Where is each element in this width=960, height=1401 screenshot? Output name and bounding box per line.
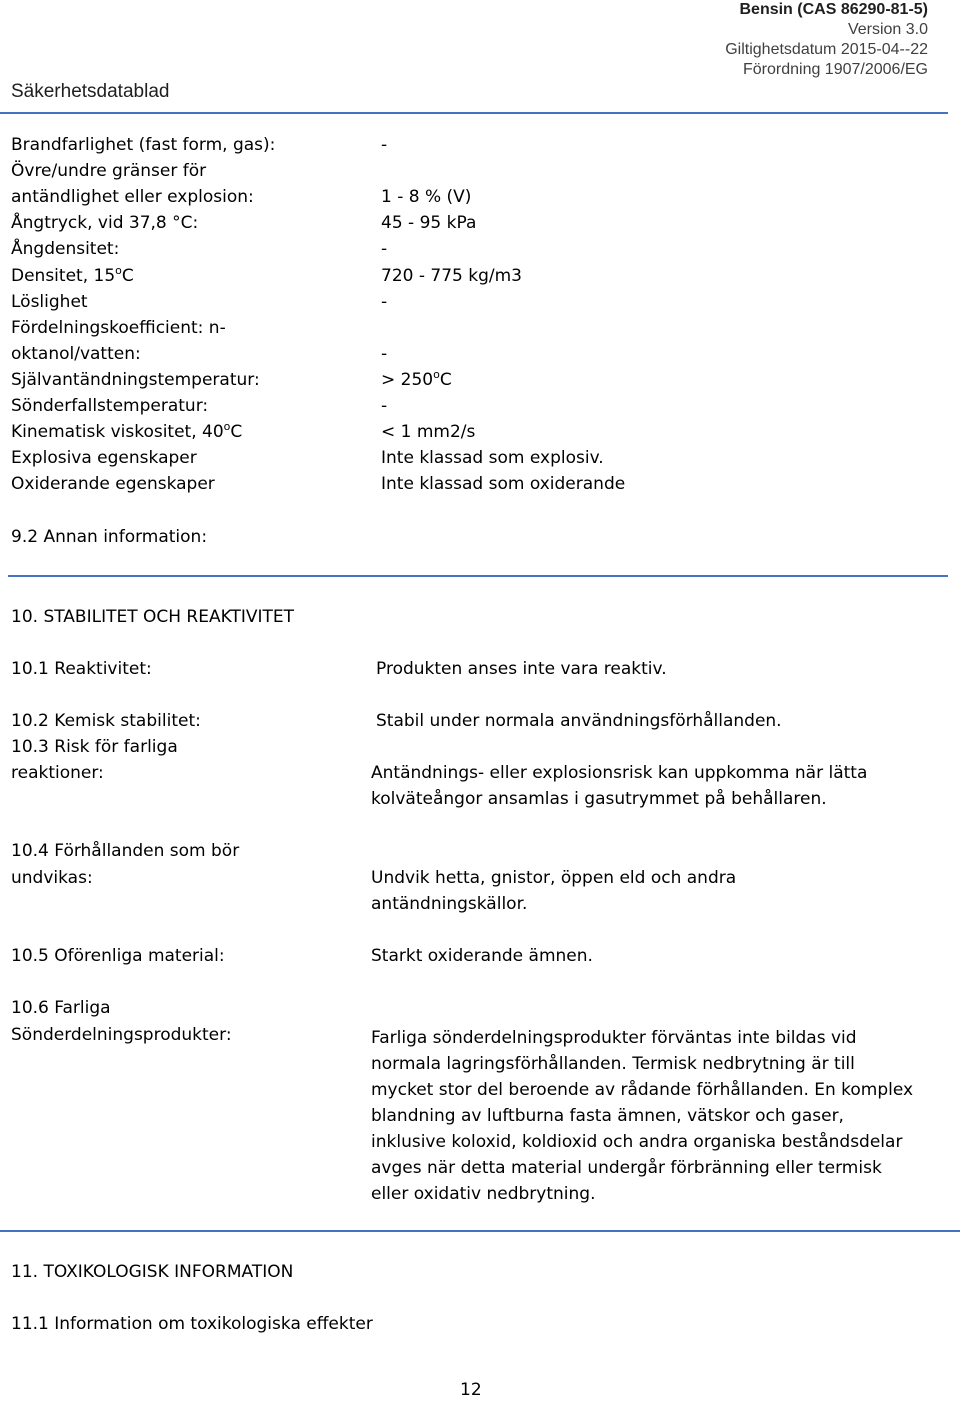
property-value: 720 - 775 kg/m3 [381,266,522,286]
item-10-5-label: 10.5 Oförenliga material: [11,946,225,966]
property-value: Inte klassad som explosiv. [381,448,604,468]
property-label: antändlighet eller explosion: [11,187,254,207]
section-11-1-heading: 11.1 Information om toxikologiska effekter [11,1314,373,1334]
item-10-6-value-line: eller oxidativ nedbrytning. [371,1184,596,1204]
item-10-6-value-line: inklusive koloxid, koldioxid och andra organiska beståndsdelar [371,1132,903,1152]
property-value: Inte klassad som oxiderande [381,474,626,494]
property-value: - [381,239,388,259]
property-value: - [381,344,388,364]
item-10-6-value [371,1025,913,1207]
property-label: Fördelningskoefficient: n- [11,318,226,338]
item-10-6-value-line: blandning av luftburna fasta ämnen, vätskor och gaser, [371,1106,844,1126]
header-divider [0,112,948,114]
item-10-5-value: Starkt oxiderande ämnen. [371,946,593,966]
item-10-1-value: Produkten anses inte vara reaktiv. [376,659,667,679]
item-10-3-label-line2: reaktioner: [11,763,104,783]
property-label: Sönderfallstemperatur: [11,396,209,416]
item-10-6-value-line: Farliga sönderdelningsprodukter förväntas inte bildas vid [371,1028,857,1048]
item-10-1-label: 10.1 Reaktivitet: [11,659,152,679]
version-text: Version 3.0 [847,21,928,38]
valid-date: Giltighetsdatum 2015-04--22 [725,41,928,58]
product-name: Bensin (CAS 86290-81-5) [739,1,928,18]
document-title: Säkerhetsdatablad [11,81,170,102]
page-number: 12 [460,1380,482,1400]
property-label: Brandfarlighet (fast form, gas): [11,135,276,155]
section-10-heading: 10. STABILITET OCH REAKTIVITET [11,607,294,627]
item-10-4-label-line2: undvikas: [11,868,93,888]
section-divider-11 [0,1230,960,1232]
property-value: - [381,292,388,312]
property-value: - [381,135,388,155]
item-10-3-value-line2: kolväteångor ansamlas i gasutrymmet på behållaren. [371,789,827,809]
item-10-6-value-line: normala lagringsförhållanden. Termisk nedbrytning är till [371,1054,855,1074]
item-10-6-label-line2: Sönderdelningsprodukter: [11,1025,232,1045]
property-label: Löslighet [11,292,88,312]
property-value: > $250^oC$ [381,368,452,390]
property-label: Självantändningstemperatur: [11,370,260,390]
property-label: Övre/undre gränser för [11,161,207,181]
item-10-6-value-line: mycket stor del beroende av rådande förhållanden. En komplex [371,1080,914,1100]
item-10-4-value-line1: Undvik hetta, gnistor, öppen eld och andra [371,868,737,888]
property-label: oktanol/vatten: [11,344,141,364]
section-divider-10 [8,575,948,577]
item-10-3-value-line1: Antändnings- eller explosionsrisk kan uppkomma när lätta [371,763,868,783]
item-10-2-value: Stabil under normala användningsförhållanden. [376,711,782,731]
item-10-2-label: 10.2 Kemisk stabilitet: [11,711,201,731]
property-value: < 1 mm2/s [381,422,476,442]
document-header-meta [725,0,928,80]
property-value: 45 - 95 kPa [381,213,477,233]
section-9-2-heading: 9.2 Annan information: [11,527,208,547]
property-label: Oxiderande egenskaper [11,474,215,494]
property-label: Ångtryck, vid 37,8 °C: [11,213,199,233]
property-label: Kinematisk viskositet, 40$^o$C [11,420,243,442]
section-11-heading: 11. TOXIKOLOGISK INFORMATION [11,1262,294,1282]
property-label: Ångdensitet: [11,239,120,259]
item-10-3-label-line1: 10.3 Risk för farliga [11,737,178,757]
item-10-4-value-line2: antändningskällor. [371,894,528,914]
regulation-text: Förordning 1907/2006/EG [742,61,928,78]
property-value: - [381,396,388,416]
item-10-4-label-line1: 10.4 Förhållanden som bör [11,841,240,861]
property-label: Explosiva egenskaper [11,448,197,468]
property-label: Densitet, 15$^o$C [11,264,134,286]
item-10-6-value-line: avges när detta material undergår förbränning eller termisk [371,1158,882,1178]
item-10-6-label-line1: 10.6 Farliga [11,998,111,1018]
property-value: 1 - 8 % (V) [381,187,472,207]
